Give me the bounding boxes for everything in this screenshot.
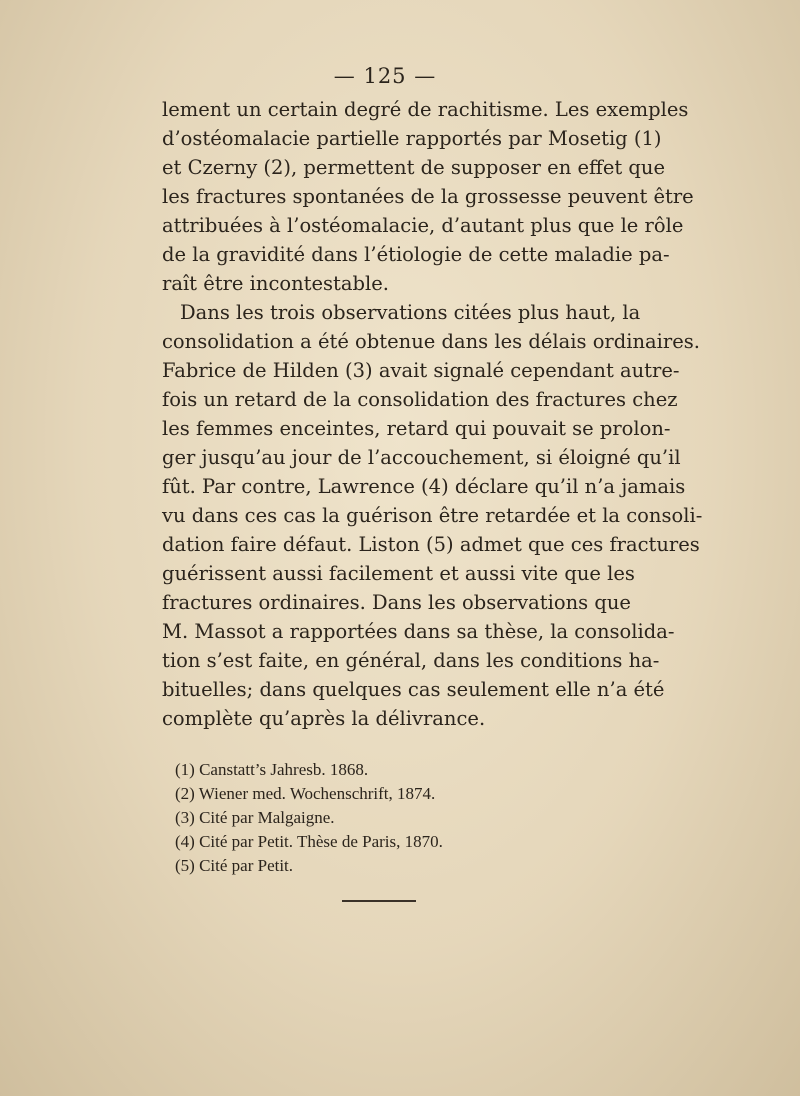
paragraph-2-line-13: tion s’est faite, en général, dans les conditions ha- bbox=[162, 649, 660, 672]
paragraph-2-line-12: M. Massot a rapportées dans sa thèse, la consolida- bbox=[162, 620, 675, 643]
footnote-3: (3) Cité par Malgaigne. bbox=[175, 808, 335, 827]
paragraph-2-line-2: consolidation a été obtenue dans les délais ordinaires. bbox=[162, 330, 700, 353]
footnote-1: (1) Canstatt’s Jahresb. 1868. bbox=[175, 760, 369, 779]
paragraph-2-line-1: Dans les trois observations citées plus haut, la bbox=[180, 301, 641, 324]
end-rule bbox=[342, 900, 416, 902]
footnote-5: (5) Cité par Petit. bbox=[175, 856, 294, 875]
paragraph-1-line-3: et Czerny (2), permettent de supposer en effet que bbox=[162, 156, 666, 179]
paragraph-2-line-7: fût. Par contre, Lawrence (4) déclare qu’il n’a jamais bbox=[162, 475, 686, 498]
paragraph-2-line-4: fois un retard de la consolidation des fractures chez bbox=[162, 388, 678, 411]
paragraph-2-line-8: vu dans ces cas la guérison être retardée et la consoli- bbox=[162, 504, 703, 527]
footnote-2: (2) Wiener med. Wochenschrift, 1874. bbox=[175, 784, 436, 803]
paragraph-2-line-9: dation faire défaut. Liston (5) admet que ces fractures bbox=[162, 533, 700, 556]
page-number: — 125 — bbox=[333, 64, 437, 88]
paragraph-2-line-14: bituelles; dans quelques cas seulement elle n’a été bbox=[162, 678, 665, 701]
paragraph-2-line-10: guérissent aussi facilement et aussi vite que les bbox=[162, 562, 635, 585]
paragraph-2-line-11: fractures ordinaires. Dans les observations que bbox=[162, 591, 631, 614]
footnote-4: (4) Cité par Petit. Thèse de Paris, 1870. bbox=[175, 832, 443, 851]
paragraph-1-line-2: d’ostéomalacie partielle rapportés par Mosetig (1) bbox=[162, 127, 662, 150]
paragraph-2-line-6: ger jusqu’au jour de l’accouchement, si éloigné qu’il bbox=[162, 446, 681, 469]
paragraph-1-line-7: raît être incontestable. bbox=[162, 272, 389, 295]
paragraph-2-line-15: complète qu’après la délivrance. bbox=[162, 707, 486, 730]
paragraph-1-line-5: attribuées à l’ostéomalacie, d’autant plus que le rôle bbox=[162, 214, 684, 237]
paragraph-2-line-5: les femmes enceintes, retard qui pouvait se prolon- bbox=[162, 417, 671, 440]
paragraph-1-line-6: de la gravidité dans l’étiologie de cette maladie pa- bbox=[162, 243, 670, 266]
paragraph-1-line-1: lement un certain degré de rachitisme. Les exemples bbox=[162, 98, 689, 121]
paragraph-2-line-3: Fabrice de Hilden (3) avait signalé cependant autre- bbox=[162, 359, 680, 382]
paragraph-1-line-4: les fractures spontanées de la grossesse peuvent être bbox=[162, 185, 694, 208]
